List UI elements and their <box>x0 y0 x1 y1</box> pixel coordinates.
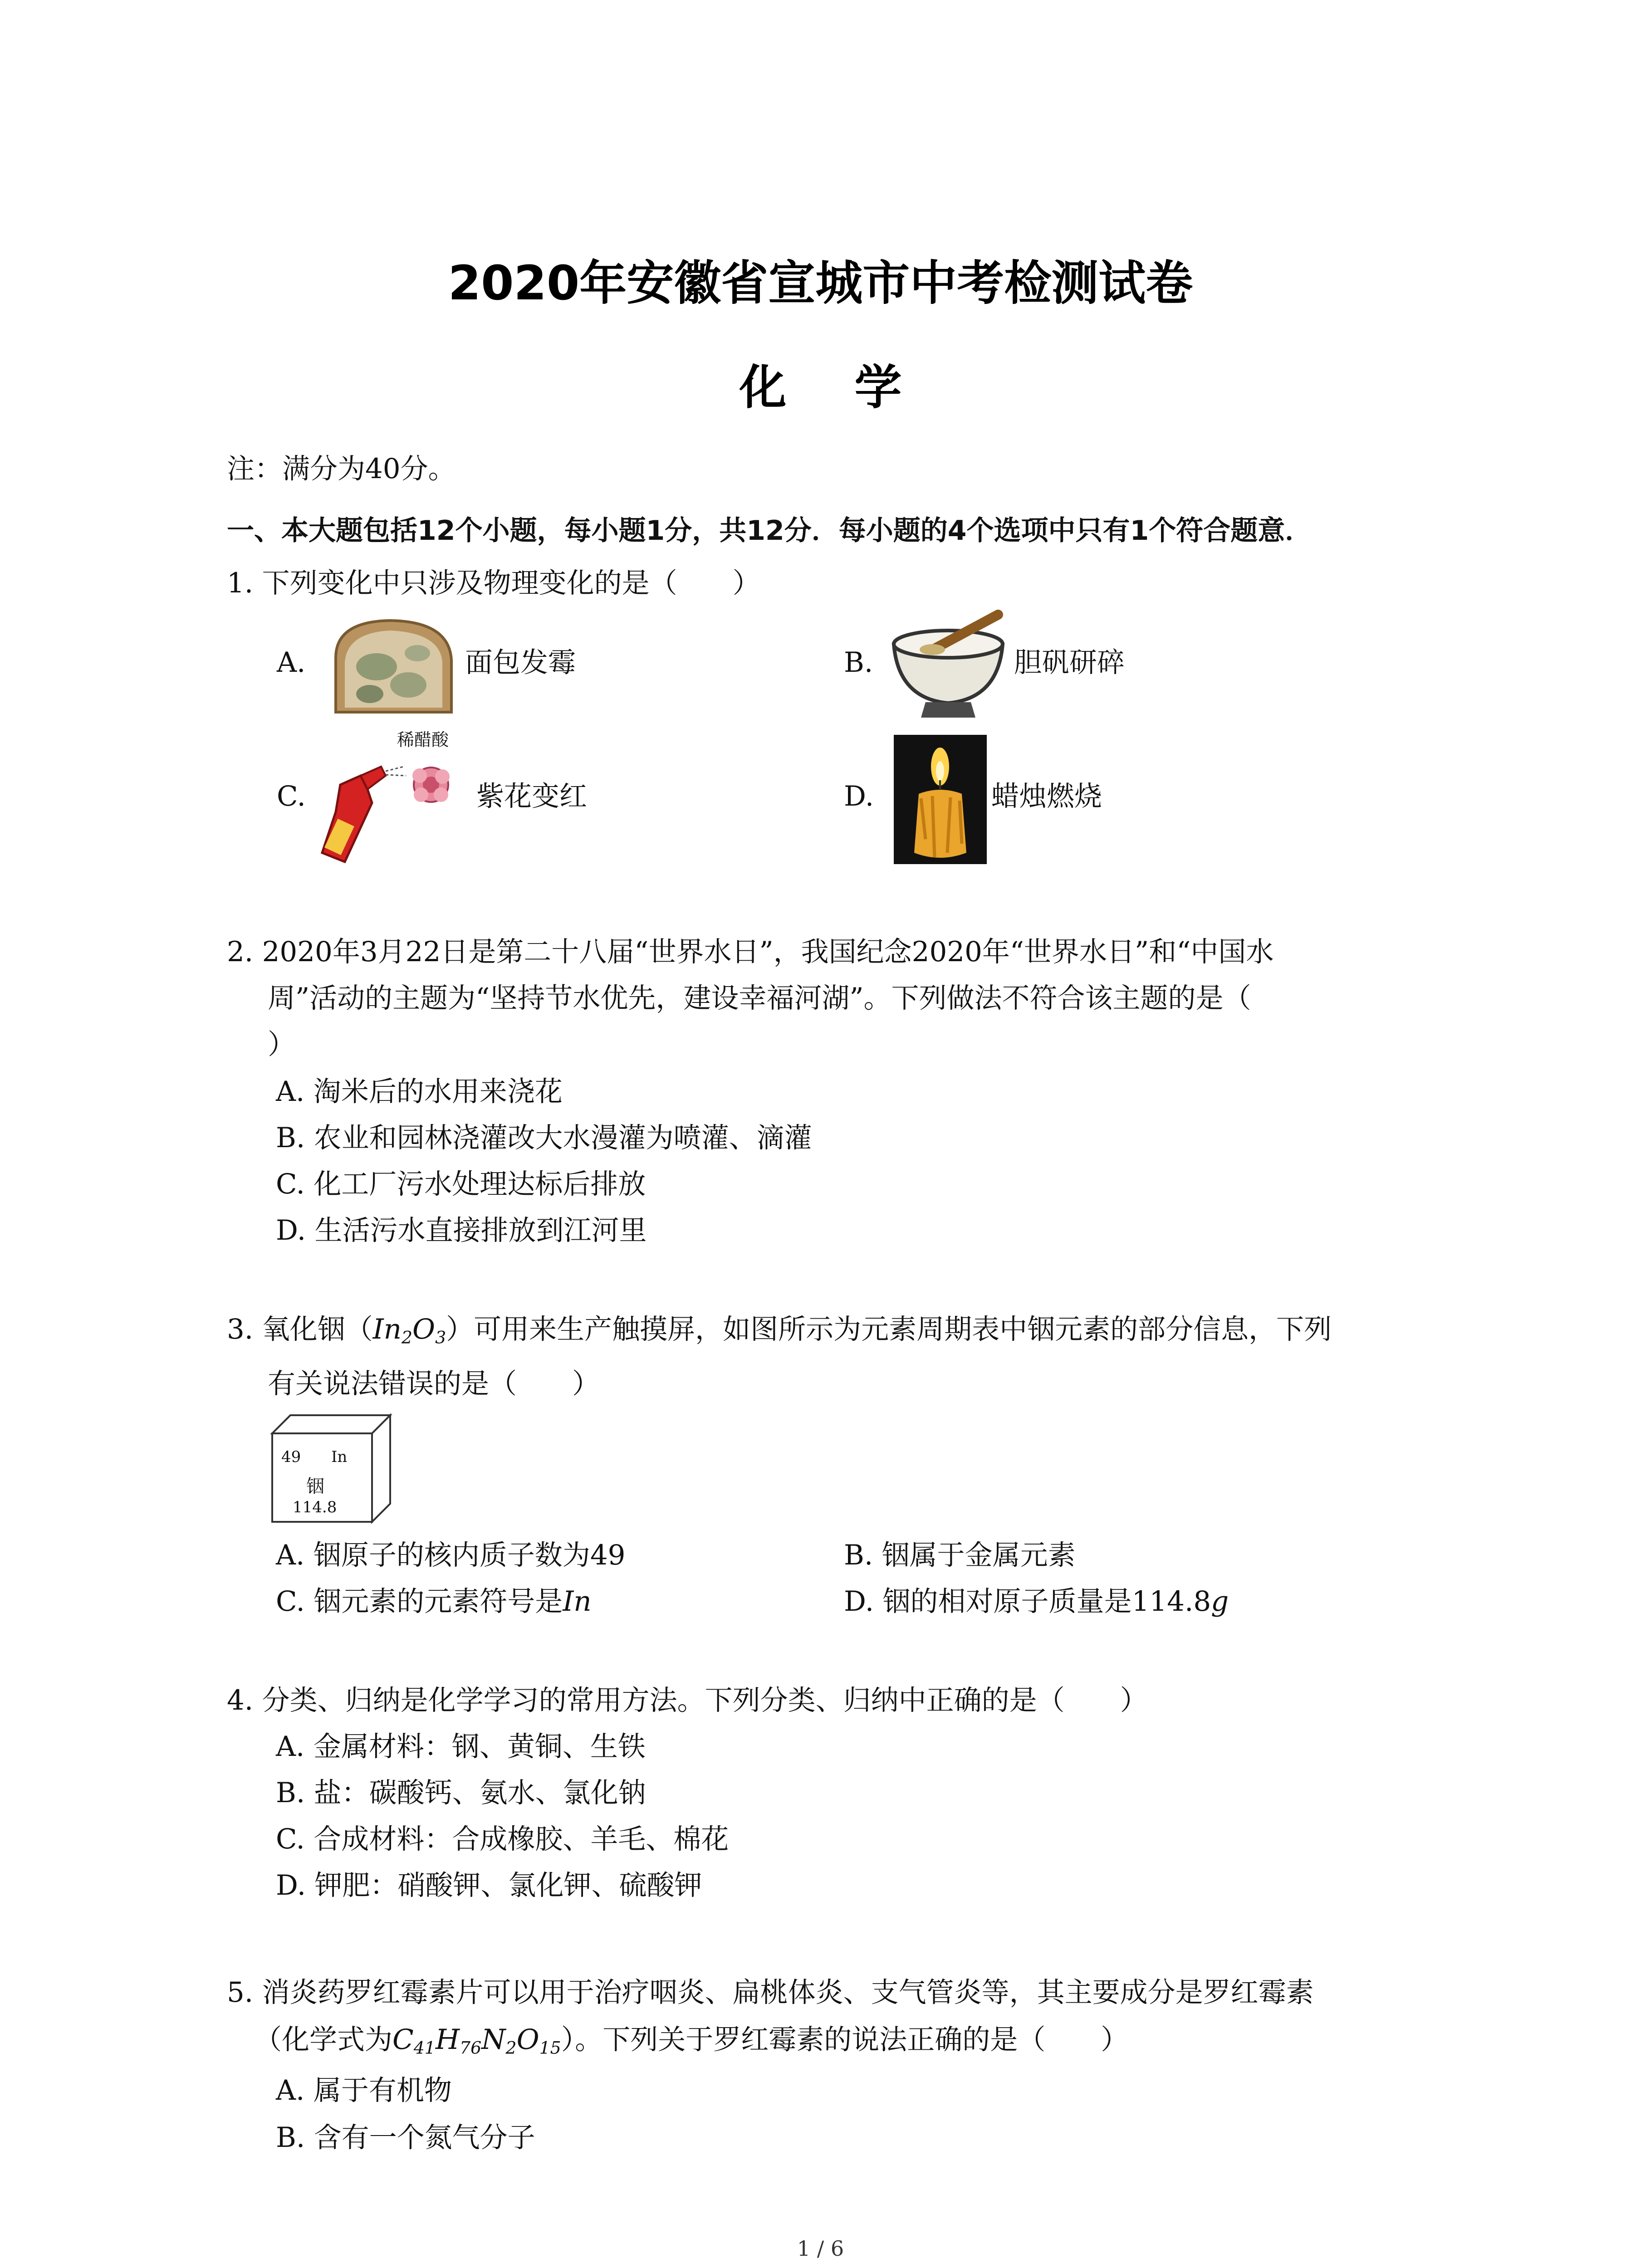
q1-option-b-text: 胆矾研碎 <box>1014 646 1125 679</box>
vinegar-label: 稀醋酸 <box>397 730 449 750</box>
q1-option-b-letter: B. <box>844 646 873 679</box>
spray-bottle-flower-image <box>318 748 467 866</box>
q4-option-a: A. 金属材料：钢、黄铜、生铁 <box>276 1730 646 1763</box>
q1-option-c-text: 紫花变红 <box>476 780 588 812</box>
q4-option-c: C. 合成材料：合成橡胶、羊毛、棉花 <box>276 1823 729 1855</box>
q2-option-d: D. 生活污水直接排放到江河里 <box>276 1214 647 1246</box>
q3-option-b: B. 铟属于金属元素 <box>844 1539 1076 1571</box>
q3-option-d: D. 铟的相对原子质量是114.8g <box>844 1585 1229 1618</box>
question-3-line-1: 3. 氧化铟$(In_2O_3)$可用来生产触摸屏，如图所示为元素周期表中铟元素的部分信息，下列 <box>227 1313 1332 1348</box>
question-2-line-2: 周”活动的主题为“坚持节水优先，建设幸福河湖”。下列做法不符合该主题的是（ <box>268 982 1251 1014</box>
q5-option-b: B. 含有一个氮气分子 <box>276 2121 535 2154</box>
q1-option-d-text: 蜡烛燃烧 <box>991 780 1102 812</box>
burning-candle-image <box>894 735 987 864</box>
page-title: 2020年安徽省宣城市中考检测试卷 <box>448 255 1193 311</box>
q2-option-b: B. 农业和园林浇灌改大水漫灌为喷灌、滴灌 <box>276 1122 812 1154</box>
moldy-bread-image <box>327 617 458 721</box>
element-atomic-mass: 114.8 <box>293 1498 337 1516</box>
question-2-line-3: ） <box>268 1028 296 1061</box>
q1-option-a-text: 面包发霉 <box>465 646 576 679</box>
element-atomic-number: 49 <box>281 1448 301 1466</box>
element-symbol: In <box>331 1448 348 1466</box>
q4-option-d: D. 钾肥：硝酸钾、氯化钾、硫酸钾 <box>276 1869 702 1901</box>
score-note: 注：满分为40分。 <box>227 453 456 485</box>
q3-option-a: A. 铟原子的核内质子数为49 <box>276 1539 626 1571</box>
q1-option-a-letter: A. <box>277 646 306 679</box>
q2-option-c: C. 化工厂污水处理达标后排放 <box>276 1168 646 1200</box>
subject-title: 化学 <box>739 360 970 415</box>
q3-option-c: C. 铟元素的元素符号是In <box>276 1585 592 1618</box>
question-5-line-1: 5. 消炎药罗红霉素片可以用于治疗咽炎、扁桃体炎、支气管炎等，其主要成分是罗红霉素 <box>227 1976 1314 2009</box>
q1-option-d-letter: D. <box>844 780 874 812</box>
section-heading: 一、本大题包括12个小题，每小题1分，共12分．每小题的4个选项中只有1个符合题意． <box>227 515 1313 547</box>
q2-option-a: A. 淘米后的水用来浇花 <box>276 1075 563 1108</box>
q1-option-c-letter: C. <box>277 780 306 812</box>
question-4-stem: 4. 分类、归纳是化学学习的常用方法。下列分类、归纳中正确的是（ ） <box>227 1684 1148 1716</box>
page-number: 1 / 6 <box>797 2236 844 2261</box>
question-2-line-1: 2. 2020年3月22日是第二十八届“世界水日”，我国纪念2020年“世界水日”和“中国水 <box>227 936 1274 968</box>
question-3-line-2: 有关说法错误的是（ ） <box>268 1368 600 1400</box>
q4-option-b: B. 盐：碳酸钙、氨水、氯化钠 <box>276 1777 646 1809</box>
question-5-line-2: （化学式为$C_{41}H_{76}N_2O_{15}$）。下列关于罗红霉素的说法正确的是（ ） <box>254 2024 1129 2058</box>
q5-option-a: A. 属于有机物 <box>276 2074 452 2107</box>
element-name: 铟 <box>306 1476 324 1497</box>
mortar-pestle-image <box>889 612 1007 721</box>
question-1-stem: 1. 下列变化中只涉及物理变化的是（ ） <box>227 567 760 599</box>
